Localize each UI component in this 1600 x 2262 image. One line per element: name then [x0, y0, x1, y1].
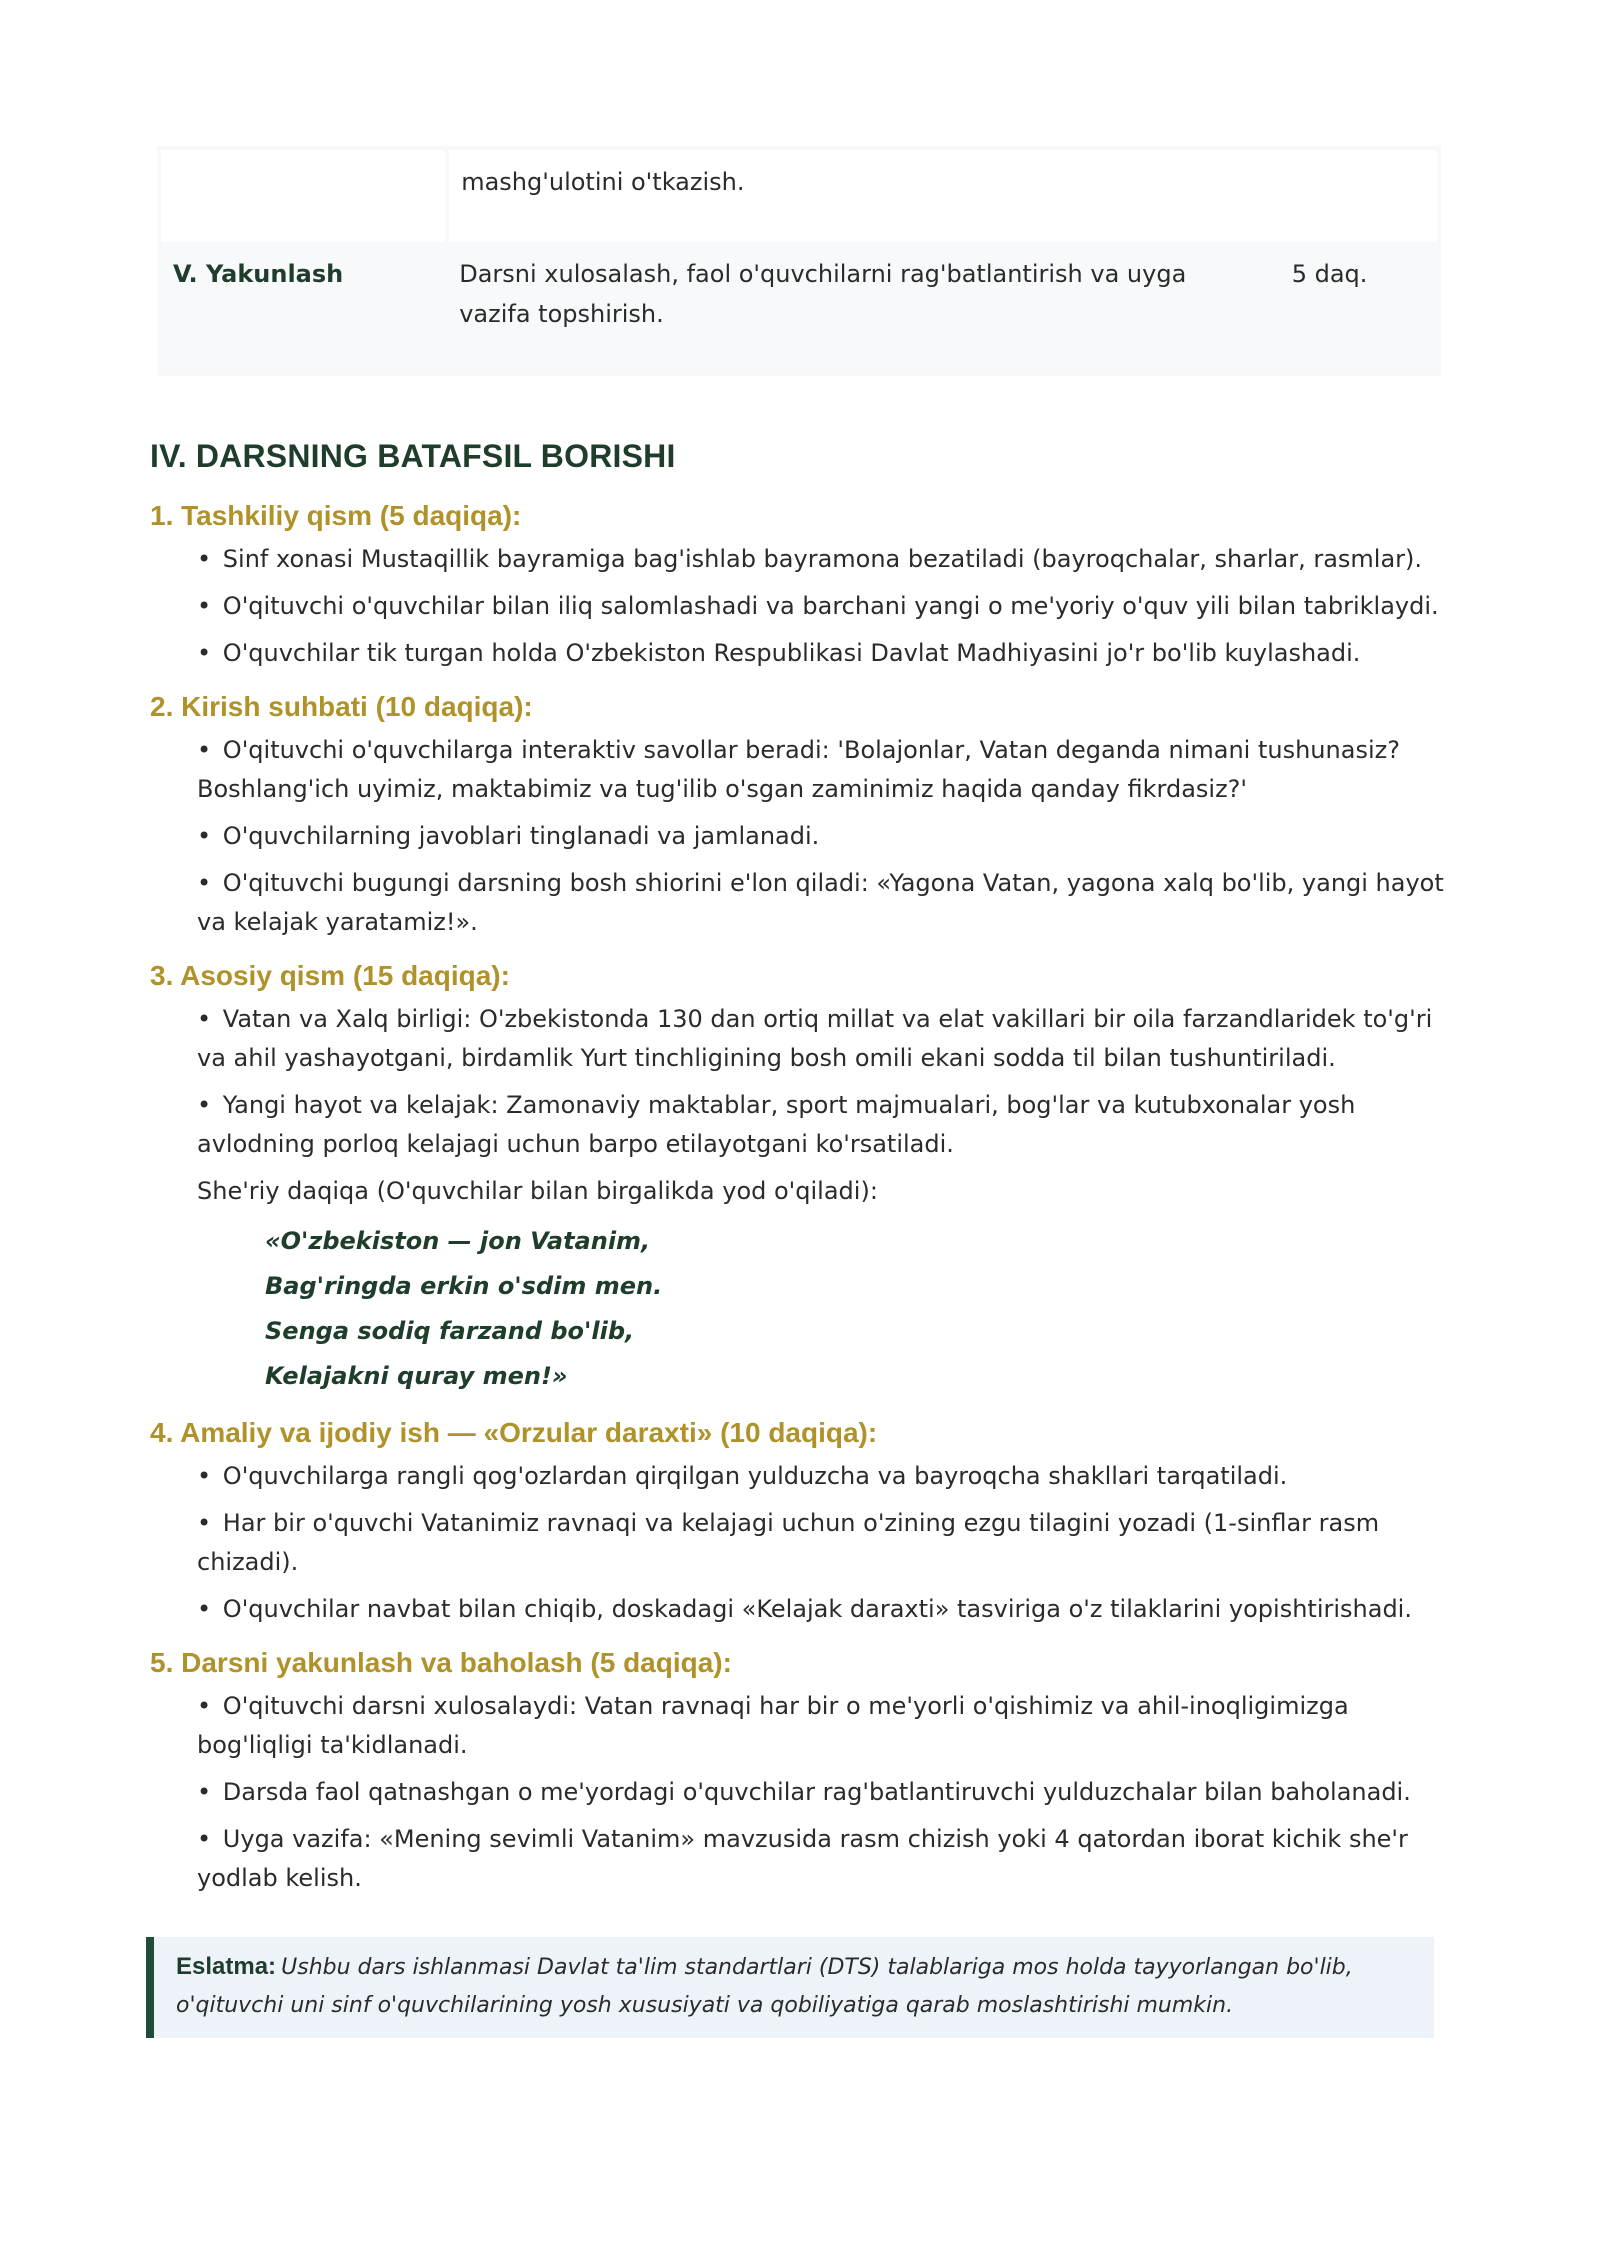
bullet-icon: •: [197, 1825, 212, 1853]
bullet-icon: •: [197, 1595, 212, 1623]
step-items: [150, 540, 1450, 673]
list-item: [197, 1820, 1450, 1898]
list-item: [197, 1086, 1450, 1164]
table-cell-stage: [161, 150, 447, 242]
list-item-text: O'quvchilar tik turgan holda O'zbekiston Respublikasi Davlat Madhiyasini jo'r bo'lib kuylashadi.: [222, 639, 1361, 667]
list-item-text: O'quvchilar navbat bilan chiqib, doskadagi «Kelajak daraxti» tasviriga o'z tilaklarini yopishtirishadi.: [222, 1595, 1412, 1623]
list-item-text: O'qituvchi o'quvchilar bilan iliq salomlashadi va barchani yangi o me'yoriy o'quv yili bilan tabriklaydi.: [222, 592, 1439, 620]
list-item-text: Har bir o'quvchi Vatanimiz ravnaqi va kelajagi uchun o'zining ezgu tilagini yozadi (1-sinflar rasm chizadi).: [197, 1509, 1380, 1576]
note-label: Eslatma:: [176, 1953, 277, 1980]
table-cell-time: [1270, 150, 1437, 242]
bullet-icon: •: [197, 1462, 212, 1490]
bullet-icon: •: [197, 1778, 212, 1806]
list-item: [197, 1773, 1450, 1812]
bullet-icon: •: [197, 1509, 212, 1537]
list-item-text: O'quvchilarning javoblari tinglanadi va jamlanadi.: [222, 822, 820, 850]
poem-intro: She'riy daqiqa (O'quvchilar bilan birgalikda yod o'qiladi):: [197, 1177, 878, 1205]
bullet-icon: •: [197, 639, 212, 667]
table-cell-description: Darsni xulosalash, faol o'quvchilarni rag'batlantirish va uyga vazifa topshirish.: [447, 242, 1270, 371]
list-item: [197, 1457, 1450, 1496]
list-item-text: Yangi hayot va kelajak: Zamonaviy maktablar, sport majmualari, bog'lar va kutubxonalar yosh avlodning porloq kelajagi uchun barpo etilayotgani ko'rsatiladi.: [197, 1091, 1356, 1158]
step-items: [150, 1457, 1450, 1629]
step-title: 5. Darsni yakunlash va baholash (5 daqiqa):: [150, 1647, 732, 1678]
steps-list: [150, 494, 1450, 1910]
list-item: [197, 731, 1450, 809]
list-item: [197, 864, 1450, 942]
list-item-text: Uyga vazifa: «Mening sevimli Vatanim» mavzusida rasm chizish yoki 4 qatordan iborat kichik she'r yodlab kelish.: [197, 1825, 1408, 1892]
list-item: [197, 1000, 1450, 1078]
poem: [150, 1219, 1450, 1399]
list-item: [197, 1687, 1450, 1765]
poem-line: «O'zbekiston — jon Vatanim,: [265, 1227, 651, 1255]
step-title: 1. Tashkiliy qism (5 daqiqa):: [150, 500, 522, 531]
step-title: 4. Amaliy va ijodiy ish — «Orzular daraxti» (10 daqiqa):: [150, 1417, 878, 1448]
step-items: [150, 731, 1450, 942]
list-item-text: O'quvchilarga rangli qog'ozlardan qirqilgan yulduzcha va bayroqcha shakllari tarqatiladi.: [222, 1462, 1288, 1490]
bullet-icon: •: [197, 1692, 212, 1720]
list-item-text: Vatan va Xalq birligi: O'zbekistonda 130 dan ortiq millat va elat vakillari bir oila farzandlaridek to'g'ri va ahil yashayotgani, birdamlik Yurt tinchligining bosh omili ekani sodda til bilan tushuntiriladi.: [197, 1005, 1433, 1072]
poem-line: Bag'ringda erkin o'sdim men.: [265, 1272, 663, 1300]
note-box: [146, 1937, 1434, 2038]
bullet-icon: •: [197, 736, 212, 764]
table-cell-description: mashg'ulotini o'tkazish.: [447, 150, 1270, 242]
note-text: Ushbu dars ishlanmasi Davlat ta'lim standartlari (DTS) talablariga mos holda tayyorlangan bo'lib, o'qituvchi uni sinf o'quvchilarining yosh xususiyati va qobiliyatiga qarab moslashtirishi mumkin.: [176, 1955, 1353, 2018]
lesson-plan-table: [161, 150, 1437, 371]
bullet-icon: •: [197, 545, 212, 573]
step: [150, 1411, 1450, 1629]
poem-line: Senga sodiq farzand bo'lib,: [265, 1317, 635, 1345]
bullet-icon: •: [197, 869, 212, 897]
bullet-icon: •: [197, 1091, 212, 1119]
step-items: [150, 1687, 1450, 1898]
list-item: [197, 817, 1450, 856]
step: [150, 685, 1450, 942]
poem-line: Kelajakni quray men!»: [265, 1362, 568, 1390]
section-title: IV. DARSNING BATAFSIL BORISHI: [150, 438, 676, 474]
bullet-icon: •: [197, 822, 212, 850]
list-item-text: Darsda faol qatnashgan o me'yordagi o'quvchilar rag'batlantiruvchi yulduzchalar bilan baholanadi.: [222, 1778, 1411, 1806]
list-item: [197, 587, 1450, 626]
table-row: [161, 242, 1437, 371]
step: [150, 494, 1450, 673]
step-items: [150, 1000, 1450, 1164]
list-item: [197, 540, 1450, 579]
table-cell-time: 5 daq.: [1270, 242, 1437, 371]
table-row: [161, 150, 1437, 242]
bullet-icon: •: [197, 1005, 212, 1033]
bullet-icon: •: [197, 592, 212, 620]
list-item-text: Sinf xonasi Mustaqillik bayramiga bag'ishlab bayramona bezatiladi (bayroqchalar, sharlar, rasmlar).: [222, 545, 1423, 573]
table-cell-stage: V. Yakunlash: [161, 242, 447, 371]
list-item-text: O'qituvchi darsni xulosalaydi: Vatan ravnaqi har bir o me'yorli o'qishimiz va ahil-inoqligimizga bog'liqligi ta'kidlanadi.: [197, 1692, 1349, 1759]
list-item-text: O'qituvchi o'quvchilarga interaktiv savollar beradi: 'Bolajonlar, Vatan deganda nimani tushunasiz? Boshlang'ich uyimiz, maktabimiz va tug'ilib o'sgan zaminimiz haqida qanday fikrdasiz?': [197, 736, 1400, 803]
step-title: 3. Asosiy qism (15 daqiqa):: [150, 960, 510, 991]
step: [150, 1641, 1450, 1898]
list-item: [197, 1590, 1450, 1629]
step-title: 2. Kirish suhbati (10 daqiqa):: [150, 691, 533, 722]
list-item: [197, 1504, 1450, 1582]
list-item: [197, 634, 1450, 673]
list-item-text: O'qituvchi bugungi darsning bosh shiorini e'lon qiladi: «Yagona Vatan, yagona xalq bo'lib, yangi hayot va kelajak yaratamiz!».: [197, 869, 1444, 936]
step: [150, 954, 1450, 1399]
